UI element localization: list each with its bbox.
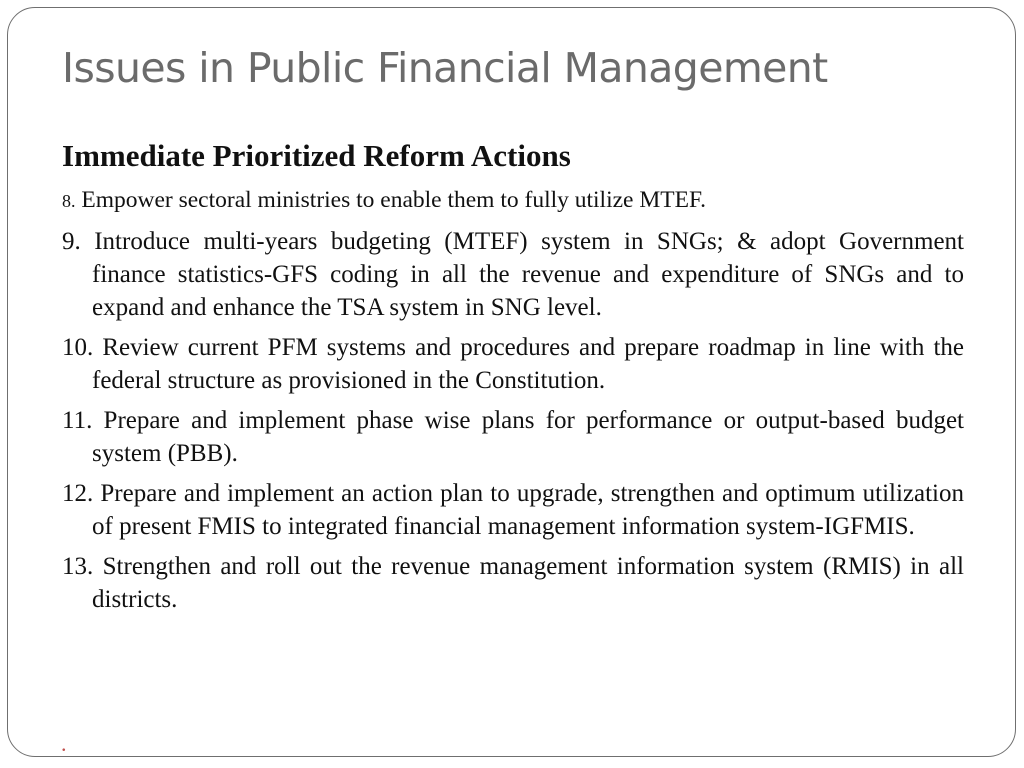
list-item xyxy=(62,184,964,218)
reform-actions-list xyxy=(62,184,964,616)
item-text: Introduce multi-years budgeting (MTEF) system in SNGs; & adopt Government finance statistics-GFS coding in all the revenue and expenditure of SNGs and to expand and enhance the TSA system in SNG level. xyxy=(92,228,964,321)
item-number: 10. xyxy=(62,334,94,361)
item-number: 11. xyxy=(62,407,93,434)
item-number: 9. xyxy=(62,228,81,255)
item-number: 8. xyxy=(62,191,76,211)
section-subheading: Immediate Prioritized Reform Actions xyxy=(62,138,571,173)
list-item xyxy=(62,225,964,324)
item-number: 13. xyxy=(62,553,94,580)
slide-content xyxy=(62,136,964,623)
item-text: Prepare and implement an action plan to upgrade, strengthen and optimum utilization of present FMIS to integrated financial management information system-IGFMIS. xyxy=(92,480,965,540)
item-text: Empower sectoral ministries to enable them to fully utilize MTEF. xyxy=(81,187,707,213)
item-text: Strengthen and roll out the revenue management information system (RMIS) in all districts. xyxy=(92,553,964,613)
slide-title: Issues in Public Financial Management xyxy=(62,44,828,92)
list-item xyxy=(62,550,964,616)
item-number: 12. xyxy=(62,480,94,507)
list-item xyxy=(62,477,964,543)
list-item xyxy=(62,404,964,470)
footer-bullet-mark: . xyxy=(61,731,67,756)
list-item xyxy=(62,331,964,397)
item-text: Review current PFM systems and procedures and prepare roadmap in line with the federal structure as provisioned in the Constitution. xyxy=(92,334,964,394)
item-text: Prepare and implement phase wise plans for performance or output-based budget system (PBB). xyxy=(92,407,965,467)
